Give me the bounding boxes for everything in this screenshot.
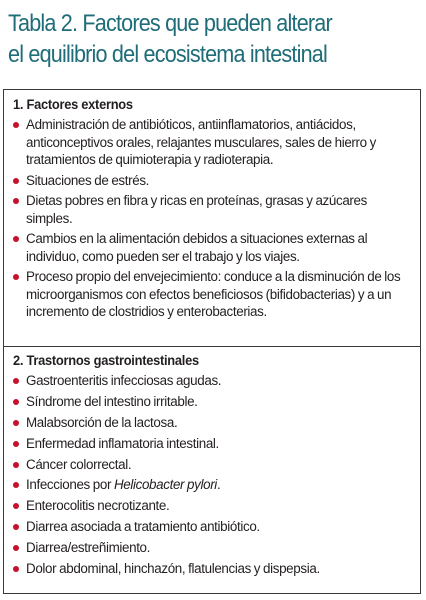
section-external-factors xyxy=(4,94,420,324)
list-item: Proceso propio del envejecimiento: conduce a la disminución de los microorganismos con efectos beneficiosos (bifidobacterias) y a un incremento de clostridios y enterobacterias. xyxy=(13,268,414,321)
section-divider xyxy=(4,346,420,347)
bullet-icon xyxy=(13,274,19,280)
list-item: Diarrea/estreñimiento. xyxy=(13,539,414,557)
bullet-icon xyxy=(13,545,19,551)
list-item: Administración de antibióticos, antiinflamatorios, antiácidos, anticonceptivos orales, relajantes musculares, sales de hierro y tratamientos de quimioterapia y radioterapia. xyxy=(13,116,414,169)
list-item: Enfermedad inflamatoria intestinal. xyxy=(13,435,414,453)
bullet-icon xyxy=(13,236,19,242)
list-item: Diarrea asociada a tratamiento antibiótico. xyxy=(13,518,414,536)
list-item: Dietas pobres en fibra y ricas en proteínas, grasas y azúcares simples. xyxy=(13,192,414,227)
bullet-icon xyxy=(13,420,19,426)
bullet-icon xyxy=(13,198,19,204)
section-heading: 1. Factores externos xyxy=(13,96,133,112)
factors-table xyxy=(3,89,421,594)
list-item: Infecciones por Helicobacter pylori. xyxy=(13,476,414,494)
list-item: Cambios en la alimentación debidos a situaciones externas al individuo, como pueden ser el trabajo y los viajes. xyxy=(13,230,414,265)
list-item: Gastroenteritis infecciosas agudas. xyxy=(13,372,414,390)
list-item: Malabsorción de la lactosa. xyxy=(13,414,414,432)
bullet-icon xyxy=(13,178,19,184)
bullet-icon xyxy=(13,482,19,488)
gi-disorders-list xyxy=(13,372,414,578)
bullet-icon xyxy=(13,566,19,572)
external-factors-list xyxy=(13,116,414,321)
table-title xyxy=(8,8,377,70)
table-title-line-2: el equilibrio del ecosistema intestinal xyxy=(8,41,328,68)
bullet-icon xyxy=(13,524,19,530)
bullet-icon xyxy=(13,378,19,384)
list-item: Dolor abdominal, hinchazón, flatulencias y dispepsia. xyxy=(13,560,414,578)
bullet-icon xyxy=(13,503,19,509)
list-item: Síndrome del intestino irritable. xyxy=(13,393,414,411)
bullet-icon xyxy=(13,399,19,405)
species-name: Helicobacter pylori xyxy=(113,477,217,493)
list-item: Cáncer colorrectal. xyxy=(13,456,414,474)
list-item: Situaciones de estrés. xyxy=(13,172,414,190)
section-gi-disorders xyxy=(4,350,420,581)
bullet-icon xyxy=(13,122,19,128)
list-item: Enterocolitis necrotizante. xyxy=(13,497,414,515)
section-heading: 2. Trastornos gastrointestinales xyxy=(13,352,199,368)
table-title-line-1: Tabla 2. Factores que pueden alterar xyxy=(8,10,332,37)
bullet-icon xyxy=(13,441,19,447)
bullet-icon xyxy=(13,462,19,468)
